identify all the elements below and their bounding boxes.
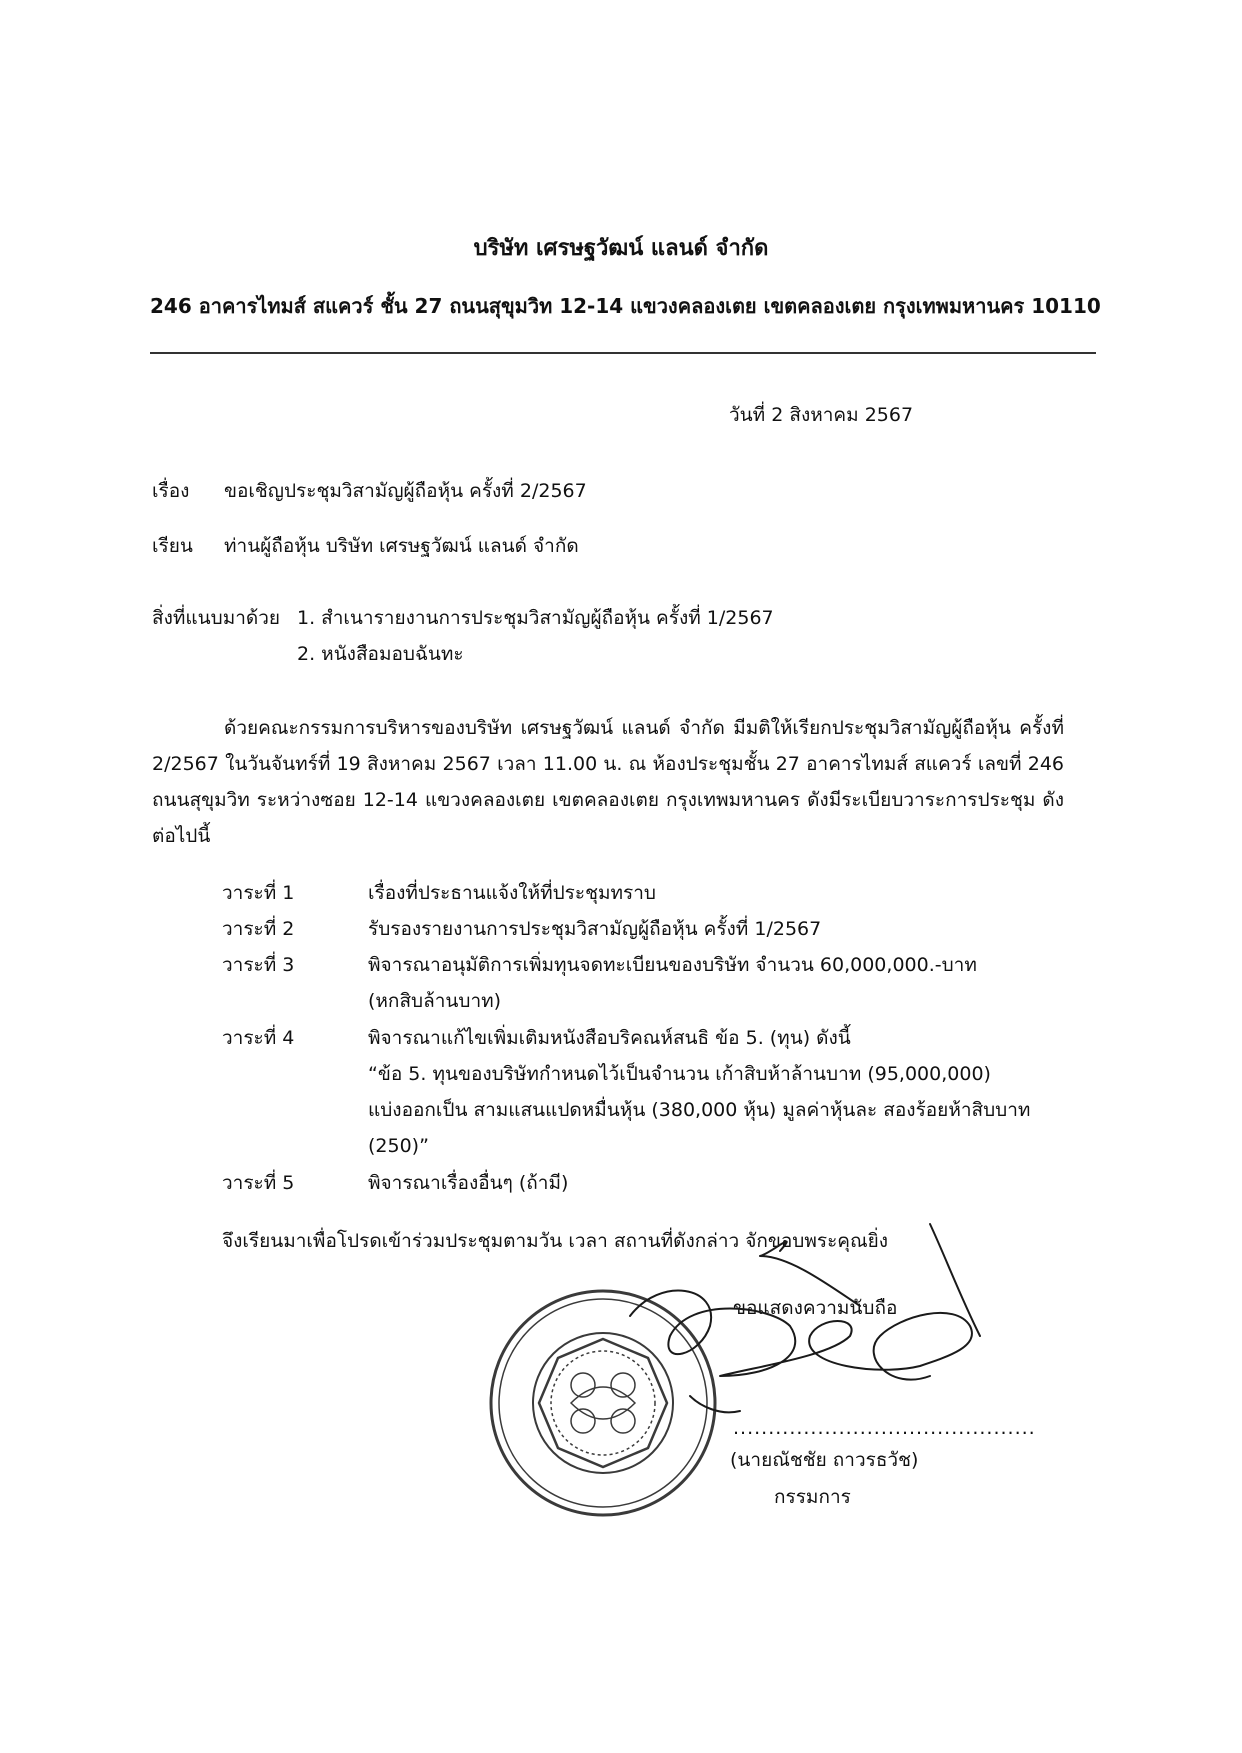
agenda-label: วาระที่ 2 — [222, 918, 295, 940]
signature-line: ........................................... — [733, 1417, 1036, 1439]
agenda-text: พิจารณาเรื่องอื่นๆ (ถ้ามี) — [368, 1172, 569, 1194]
body-paragraph-text: ด้วยคณะกรรมการบริหารของบริษัท เศรษฐวัฒน์ แลนด์ จำกัด มีมติให้เรียกประชุมวิสามัญผู้ถือหุ้น ครั้งที่ 2/2567 ในวันจันทร์ที่ 19 สิงหาคม 2567 เวลา 11.00 น. ณ ห้องประชุมชั้น 27 อาคารไทมส์ สแควร์ เลขที่ 246 ถนนสุขุมวิท ระหว่างซอย 12-14 แขวงคลองเตย เขตคลองเตย กรุงเทพมหานคร ดังมีระเบียบวาระการประชุม ดังต่อไปนี้ — [152, 717, 1064, 847]
closing-text: จึงเรียนมาเพื่อโปรดเข้าร่วมประชุมตามวัน เวลา สถานที่ดังกล่าว จักขอบพระคุณยิ่ง — [222, 1230, 889, 1252]
subject-label: เรื่อง — [152, 480, 190, 502]
body-paragraph — [152, 710, 1064, 854]
agenda-label: วาระที่ 3 — [222, 954, 295, 976]
signatory-title: กรรมการ — [774, 1486, 851, 1508]
agenda-label: วาระที่ 1 — [222, 882, 295, 904]
agenda-text: เรื่องที่ประธานแจ้งให้ที่ประชุมทราบ — [368, 882, 656, 904]
attachments-label: สิ่งที่แนบมาด้วย — [152, 607, 281, 629]
agenda-text: (250)” — [368, 1135, 429, 1157]
attachment-item: 2. หนังสือมอบฉันทะ — [297, 643, 464, 665]
agenda-text: “ข้อ 5. ทุนของบริษัทกำหนดไว้เป็นจำนวน เก้าสิบห้าล้านบาท (95,000,000) — [368, 1063, 991, 1085]
agenda-label: วาระที่ 4 — [222, 1027, 295, 1049]
agenda-label: วาระที่ 5 — [222, 1172, 295, 1194]
signature — [600, 1216, 990, 1431]
attachment-item: 1. สำเนารายงานการประชุมวิสามัญผู้ถือหุ้น ครั้งที่ 1/2567 — [297, 607, 774, 629]
letter-date: วันที่ 2 สิงหาคม 2567 — [729, 404, 914, 426]
subject-text: ขอเชิญประชุมวิสามัญผู้ถือหุ้น ครั้งที่ 2/2567 — [224, 480, 587, 502]
agenda-text: พิจารณาอนุมัติการเพิ่มทุนจดทะเบียนของบริษัท จำนวน 60,000,000.-บาท — [368, 954, 977, 976]
company-name: บริษัท เศรษฐวัฒน์ แลนด์ จำกัด — [473, 236, 769, 261]
agenda-text: พิจารณาแก้ไขเพิ่มเติมหนังสือบริคณห์สนธิ ข้อ 5. (ทุน) ดังนี้ — [368, 1027, 851, 1049]
header-divider — [150, 352, 1096, 354]
recipient-label: เรียน — [152, 535, 193, 557]
company-address: 246 อาคารไทมส์ สแควร์ ชั้น 27 ถนนสุขุมวิท 12-14 แขวงคลองเตย เขตคลองเตย กรุงเทพมหานคร 10110 — [150, 294, 1101, 318]
regards-text: ขอแสดงความนับถือ — [733, 1297, 898, 1319]
signatory-name: (นายณัชชัย ถาวรธวัช) — [730, 1449, 919, 1471]
recipient-text: ท่านผู้ถือหุ้น บริษัท เศรษฐวัฒน์ แลนด์ จำกัด — [224, 535, 579, 557]
agenda-text: รับรองรายงานการประชุมวิสามัญผู้ถือหุ้น ครั้งที่ 1/2567 — [368, 918, 822, 940]
agenda-text: แบ่งออกเป็น สามแสนแปดหมื่นหุ้น (380,000 หุ้น) มูลค่าหุ้นละ สองร้อยห้าสิบบาท — [368, 1099, 1031, 1121]
agenda-text: (หกสิบล้านบาท) — [368, 990, 502, 1012]
